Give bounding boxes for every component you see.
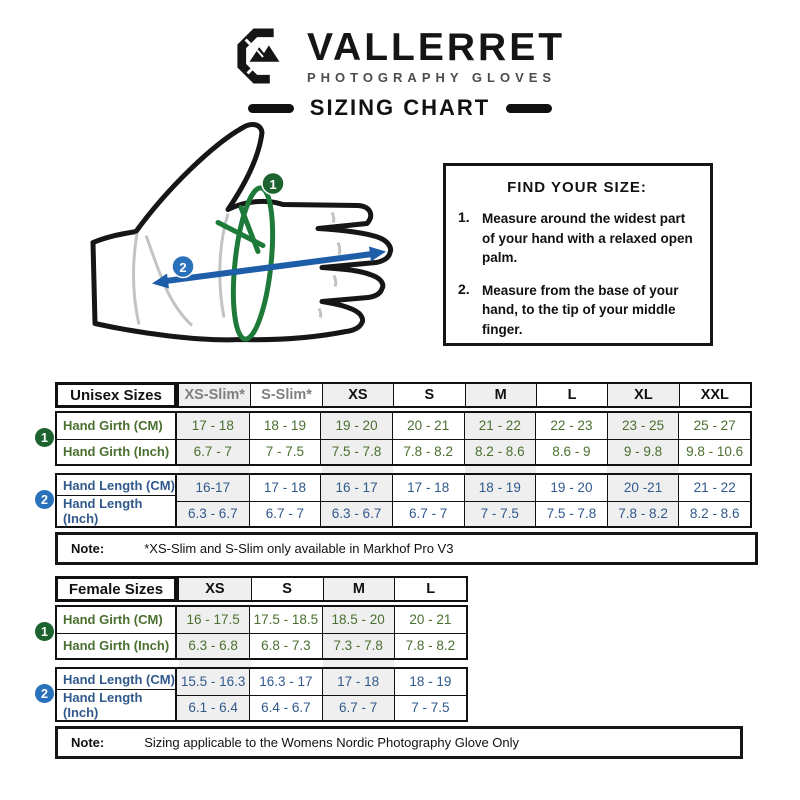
size-value: 6.1 - 6.4 [177, 695, 249, 721]
stripe-spacer [55, 466, 179, 473]
step-number: 1. [458, 209, 470, 225]
size-value: 7 - 7.5 [394, 695, 466, 721]
row-labels [57, 669, 177, 720]
stripe [394, 660, 466, 667]
girth-marker-badge [262, 173, 284, 195]
step-text: Measure from the base of your hand, to the tip of your middle finger. [482, 282, 679, 337]
stripe [179, 660, 251, 667]
size-value: 18 - 19 [249, 413, 321, 439]
size-value: 23 - 25 [607, 413, 679, 439]
value-cells [177, 475, 750, 526]
female-length-badge: 2 [35, 684, 54, 703]
vallerret-logo-icon [235, 27, 293, 85]
table-header-row [55, 382, 752, 408]
size-column-header: L [394, 578, 466, 600]
size-value: 7 - 7.5 [464, 501, 536, 527]
page-title-row [0, 95, 800, 121]
row-label: Hand Length (Inch) [57, 495, 175, 526]
note-label: Note: [71, 541, 105, 556]
size-value: 8.2 - 8.6 [464, 439, 536, 465]
section-gap [55, 466, 752, 473]
stripe [251, 660, 323, 667]
stripe [607, 466, 678, 473]
size-value: 17 - 18 [249, 475, 321, 501]
row-label: Hand Girth (Inch) [57, 633, 175, 659]
size-value: 21 - 22 [678, 475, 750, 501]
table-header-row [55, 576, 468, 602]
size-value: 16 - 17 [320, 475, 392, 501]
stripe-cells [179, 660, 466, 667]
find-your-size-box [443, 163, 713, 346]
step-text: Measure around the widest part of your hand with a relaxed open palm. [482, 211, 693, 266]
unisex-length-badge: 2 [35, 490, 54, 509]
row-label: Hand Girth (CM) [63, 612, 163, 628]
size-value: 19 - 20 [320, 413, 392, 439]
brand-logo [0, 26, 800, 86]
girth-section [55, 411, 752, 466]
size-column-header: XL [607, 384, 678, 406]
title-dash-left-icon [248, 104, 294, 113]
size-value: 6.8 - 7.3 [249, 633, 321, 659]
size-column-header: M [465, 384, 536, 406]
length-section [55, 473, 752, 528]
row-labels [57, 413, 177, 464]
note-label: Note: [71, 735, 105, 750]
value-cells [177, 413, 750, 464]
size-value: 7 - 7.5 [249, 439, 321, 465]
size-value: 7.8 - 8.2 [394, 633, 466, 659]
girth-section [55, 605, 468, 660]
stripe [179, 466, 250, 473]
size-value: 17 - 18 [392, 475, 464, 501]
row-label: Hand Length (Inch) [57, 689, 175, 720]
unisex-girth-badge: 1 [35, 428, 54, 447]
size-value: 8.6 - 9 [535, 439, 607, 465]
size-value: 16 - 17.5 [177, 607, 249, 633]
size-value: 18 - 19 [394, 669, 466, 695]
brand-text [306, 25, 566, 85]
size-column-header: S [251, 578, 323, 600]
stripe [679, 466, 750, 473]
section-gap [55, 660, 468, 667]
size-value: 16.3 - 17 [249, 669, 321, 695]
hand-illustration [70, 120, 420, 373]
row-label: Hand Girth (CM) [63, 418, 163, 434]
find-step-1 [458, 209, 696, 268]
size-column-header: L [536, 384, 607, 406]
size-value: 17 - 18 [322, 669, 394, 695]
unisex-size-table [55, 382, 752, 528]
size-value: 6.4 - 6.7 [249, 695, 321, 721]
row-label: Hand Length (CM) [63, 671, 175, 687]
size-value: 17 - 18 [177, 413, 249, 439]
brand-tagline: PHOTOGRAPHY GLOVES [306, 69, 557, 85]
svg-text:1: 1 [269, 177, 277, 192]
size-value: 17.5 - 18.5 [249, 607, 321, 633]
size-value: 9 - 9.8 [607, 439, 679, 465]
size-column-header: S-Slim* [250, 384, 321, 406]
size-value: 15.5 - 16.3 [177, 669, 249, 695]
find-your-size-title: FIND YOUR SIZE: [507, 179, 647, 196]
length-section [55, 667, 468, 722]
size-value: 6.3 - 6.8 [177, 633, 249, 659]
size-value: 21 - 22 [464, 413, 536, 439]
size-value: 19 - 20 [535, 475, 607, 501]
note-text: Sizing applicable to the Womens Nordic Photography Glove Only [144, 735, 520, 750]
size-value: 20 -21 [607, 475, 679, 501]
size-value: 7.8 - 8.2 [392, 439, 464, 465]
size-column-header: S [393, 384, 464, 406]
size-value: 7.5 - 7.8 [535, 501, 607, 527]
note-text: *XS-Slim and S-Slim only available in Markhof Pro V3 [144, 541, 454, 556]
size-value: 7.3 - 7.8 [322, 633, 394, 659]
stripe [323, 660, 395, 667]
female-size-table [55, 576, 468, 722]
find-step-2 [458, 281, 696, 340]
value-cells [177, 607, 466, 658]
table-title: Female Sizes [55, 576, 177, 602]
size-value: 20 - 21 [394, 607, 466, 633]
size-column-header: XS-Slim* [179, 384, 250, 406]
stripe [250, 466, 321, 473]
stripe [393, 466, 464, 473]
svg-text:2: 2 [179, 260, 187, 275]
row-label: Hand Girth (Inch) [57, 439, 175, 465]
column-headers [177, 576, 468, 602]
size-value: 6.7 - 7 [177, 439, 249, 465]
step-number: 2. [458, 280, 470, 297]
size-value: 8.2 - 8.6 [678, 501, 750, 527]
size-value: 16-17 [177, 475, 249, 501]
brand-name: VALLERRET [306, 25, 566, 69]
size-value: 18 - 19 [464, 475, 536, 501]
title-dash-right-icon [506, 104, 552, 113]
row-label: Hand Length (CM) [63, 477, 175, 493]
size-value: 18.5 - 20 [322, 607, 394, 633]
stripe [465, 466, 536, 473]
size-value: 20 - 21 [392, 413, 464, 439]
size-value: 6.3 - 6.7 [320, 501, 392, 527]
female-note [55, 726, 743, 759]
row-labels [57, 607, 177, 658]
size-column-header: XS [179, 578, 251, 600]
column-headers [177, 382, 752, 408]
size-value: 6.3 - 6.7 [177, 501, 249, 527]
size-value: 6.7 - 7 [322, 695, 394, 721]
size-value: 9.8 - 10.6 [678, 439, 750, 465]
length-marker-badge [172, 256, 194, 278]
size-value: 22 - 23 [535, 413, 607, 439]
size-value: 6.7 - 7 [249, 501, 321, 527]
size-column-header: XXL [679, 384, 750, 406]
page-title: SIZING CHART [309, 95, 491, 120]
stripe [536, 466, 607, 473]
value-cells [177, 669, 466, 720]
stripe-spacer [55, 660, 179, 667]
stripe-cells [179, 466, 750, 473]
size-column-header: XS [322, 384, 393, 406]
table-title: Unisex Sizes [55, 382, 177, 408]
size-value: 7.8 - 8.2 [607, 501, 679, 527]
size-value: 7.5 - 7.8 [320, 439, 392, 465]
unisex-note [55, 532, 758, 565]
row-labels [57, 475, 177, 526]
female-girth-badge: 1 [35, 622, 54, 641]
size-value: 6.7 - 7 [392, 501, 464, 527]
stripe [322, 466, 393, 473]
size-value: 25 - 27 [678, 413, 750, 439]
size-column-header: M [323, 578, 395, 600]
